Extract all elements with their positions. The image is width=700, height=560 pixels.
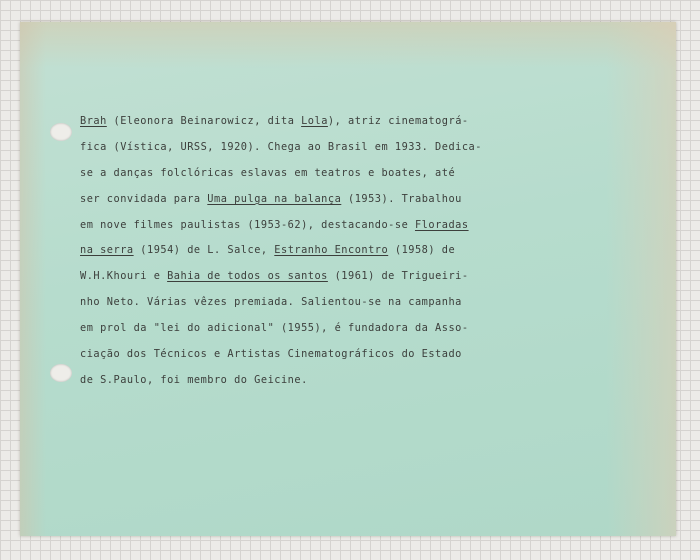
index-card	[20, 22, 676, 536]
nickname: Lola	[301, 115, 328, 127]
film-title: Bahia de todos os santos	[167, 270, 328, 283]
text-line: de S.Paulo, foi membro do Geicine.	[80, 373, 308, 386]
text-line: se a danças folclóricas eslavas em teatros e boates, até	[80, 166, 456, 179]
text-line: em prol da "lei do adicional" (1955), é fundadora da Asso-	[80, 322, 469, 335]
typed-text	[80, 115, 600, 400]
film-title: Estranho Encontro	[274, 244, 389, 257]
entry-name: Brah	[80, 115, 107, 127]
film-title: Uma pulga na balança	[207, 192, 342, 205]
punch-hole-bottom	[50, 364, 72, 382]
text-line: ser convidada para Uma pulga na balança (1953). Trabalhou	[80, 192, 462, 205]
text-line: ciação dos Técnicos e Artistas Cinematográficos do Estado	[80, 348, 462, 361]
film-title: Floradas	[414, 218, 469, 231]
text-line: em nove filmes paulistas (1953-62), destacando-se Floradas	[80, 218, 469, 231]
card-stain	[20, 22, 46, 536]
text-line: fica (Vística, URSS, 1920). Chega ao Brasil em 1933. Dedica-	[80, 140, 482, 153]
text-line: Brah (Eleonora Beinarowicz, dita Lola), atriz cinematográ-	[80, 115, 469, 127]
text-line: nho Neto. Várias vêzes premiada. Salientou-se na campanha	[80, 296, 462, 309]
text-line: na serra (1954) de L. Salce, Estranho Encontro (1958) de	[80, 244, 456, 257]
film-title: na serra	[80, 244, 134, 257]
text-line: W.H.Khouri e Bahia de todos os santos (1961) de Trigueiri-	[80, 270, 469, 283]
punch-hole-top	[50, 123, 72, 141]
